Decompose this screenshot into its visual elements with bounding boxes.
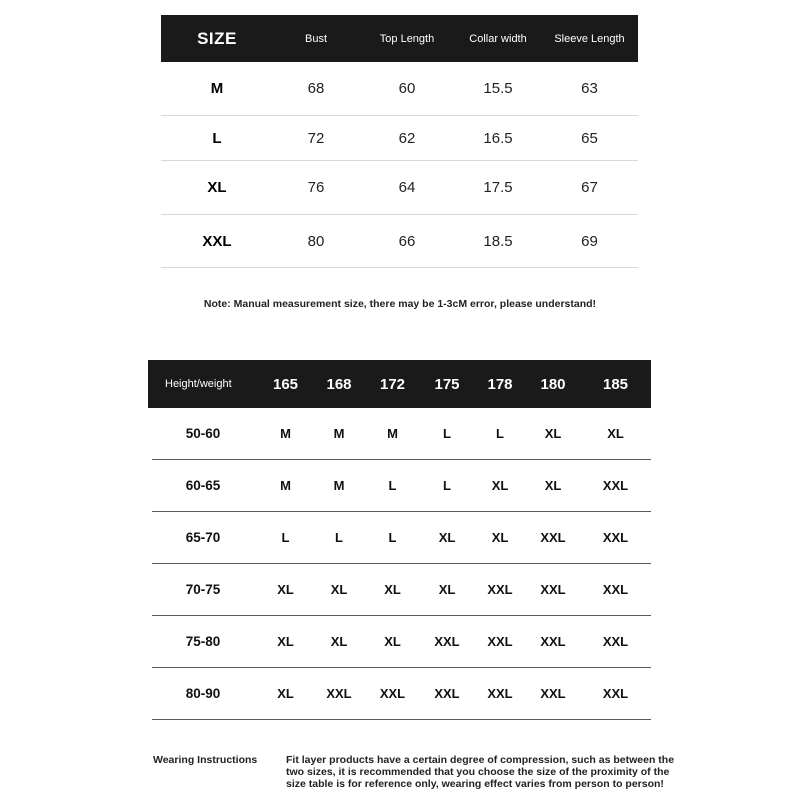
bust-value: 80 — [273, 215, 359, 268]
bust-value: 72 — [273, 116, 359, 161]
recommended-size-cell: L — [474, 408, 526, 460]
recommended-size-cell: XXL — [580, 512, 651, 564]
recommended-size-cell: XL — [365, 616, 420, 668]
recommended-size-cell: M — [313, 408, 365, 460]
recommended-size-cell: XXL — [474, 616, 526, 668]
recommended-size-cell: M — [258, 408, 313, 460]
sleeve-length-value: 69 — [541, 215, 638, 268]
collar-width-value: 16.5 — [455, 116, 541, 161]
recommended-size-cell: XXL — [580, 668, 651, 720]
recommended-size-cell: XXL — [526, 668, 580, 720]
recommended-size-cell: L — [258, 512, 313, 564]
weight-label: 65-70 — [148, 512, 258, 564]
recommended-size-cell: XL — [313, 564, 365, 616]
recommended-size-cell: XL — [474, 512, 526, 564]
recommended-size-cell: XL — [313, 616, 365, 668]
recommended-size-cell: XL — [526, 408, 580, 460]
top-length-column-header: Top Length — [359, 15, 455, 62]
sleeve-length-value: 67 — [541, 161, 638, 215]
recommended-size-cell: L — [313, 512, 365, 564]
recommended-size-cell: XL — [474, 460, 526, 512]
sleeve-length-value: 65 — [541, 116, 638, 161]
recommended-size-cell: XXL — [580, 460, 651, 512]
recommended-size-cell: L — [420, 460, 474, 512]
wearing-instructions-text: Fit layer products have a certain degree of compression, such as between the two sizes, it is recommended that you choose the size of the proximity of the size table is for reference only, wearing effect varies from person to person! — [286, 754, 675, 790]
size-column-header: SIZE — [161, 15, 273, 62]
recommended-size-cell: XXL — [580, 616, 651, 668]
weight-label: 60-65 — [148, 460, 258, 512]
height-header: 168 — [313, 360, 365, 408]
recommended-size-cell: XXL — [526, 616, 580, 668]
sleeve-length-column-header: Sleeve Length — [541, 15, 638, 62]
recommended-size-cell: XXL — [526, 512, 580, 564]
recommended-size-cell: M — [258, 460, 313, 512]
bust-value: 68 — [273, 62, 359, 116]
recommended-size-cell: L — [420, 408, 474, 460]
recommended-size-cell: XL — [420, 564, 474, 616]
recommended-size-cell: XL — [580, 408, 651, 460]
height-header: 185 — [580, 360, 651, 408]
size-row-m — [161, 62, 638, 116]
collar-width-value: 15.5 — [455, 62, 541, 116]
weight-row-65-70 — [148, 512, 651, 564]
top-length-value: 62 — [359, 116, 455, 161]
wearing-instructions-label: Wearing Instructions — [153, 754, 258, 766]
top-length-value: 66 — [359, 215, 455, 268]
weight-row-70-75 — [148, 564, 651, 616]
recommended-size-cell: M — [313, 460, 365, 512]
height-header: 175 — [420, 360, 474, 408]
weight-label: 80-90 — [148, 668, 258, 720]
recommended-size-cell: L — [365, 460, 420, 512]
recommended-size-cell: L — [365, 512, 420, 564]
size-chart-table — [161, 15, 638, 268]
recommended-size-cell: XL — [365, 564, 420, 616]
recommended-size-cell: XXL — [420, 616, 474, 668]
height-weight-corner-label: Height/weight — [148, 360, 258, 408]
collar-width-value: 17.5 — [455, 161, 541, 215]
weight-label: 75-80 — [148, 616, 258, 668]
recommended-size-cell: XXL — [365, 668, 420, 720]
size-row-xxl — [161, 215, 638, 268]
height-header: 180 — [526, 360, 580, 408]
weight-row-75-80 — [148, 616, 651, 668]
weight-row-50-60 — [148, 408, 651, 460]
recommended-size-cell: XXL — [580, 564, 651, 616]
bust-value: 76 — [273, 161, 359, 215]
height-header-row — [148, 360, 651, 408]
recommended-size-cell: XL — [526, 460, 580, 512]
height-header: 178 — [474, 360, 526, 408]
size-chart-header-row — [161, 15, 638, 62]
top-length-value: 60 — [359, 62, 455, 116]
size-label: XXL — [161, 215, 273, 268]
size-label: L — [161, 116, 273, 161]
size-row-l — [161, 116, 638, 161]
bust-column-header: Bust — [273, 15, 359, 62]
recommended-size-cell: XL — [258, 616, 313, 668]
recommended-size-cell: XL — [258, 564, 313, 616]
height-header: 165 — [258, 360, 313, 408]
recommended-size-cell: XL — [420, 512, 474, 564]
collar-width-value: 18.5 — [455, 215, 541, 268]
collar-width-column-header: Collar width — [455, 15, 541, 62]
size-row-xl — [161, 161, 638, 215]
top-length-value: 64 — [359, 161, 455, 215]
recommended-size-cell: XXL — [420, 668, 474, 720]
recommended-size-cell: XXL — [474, 564, 526, 616]
height-header: 172 — [365, 360, 420, 408]
weight-label: 70-75 — [148, 564, 258, 616]
recommended-size-cell: XXL — [526, 564, 580, 616]
weight-label: 50-60 — [148, 408, 258, 460]
size-label: XL — [161, 161, 273, 215]
weight-row-80-90 — [148, 668, 651, 720]
measurement-note: Note: Manual measurement size, there may be 1-3cM error, please understand! — [203, 298, 597, 310]
height-weight-table — [148, 360, 651, 720]
recommended-size-cell: XXL — [474, 668, 526, 720]
recommended-size-cell: XXL — [313, 668, 365, 720]
sleeve-length-value: 63 — [541, 62, 638, 116]
size-label: M — [161, 62, 273, 116]
recommended-size-cell: M — [365, 408, 420, 460]
recommended-size-cell: XL — [258, 668, 313, 720]
weight-row-60-65 — [148, 460, 651, 512]
